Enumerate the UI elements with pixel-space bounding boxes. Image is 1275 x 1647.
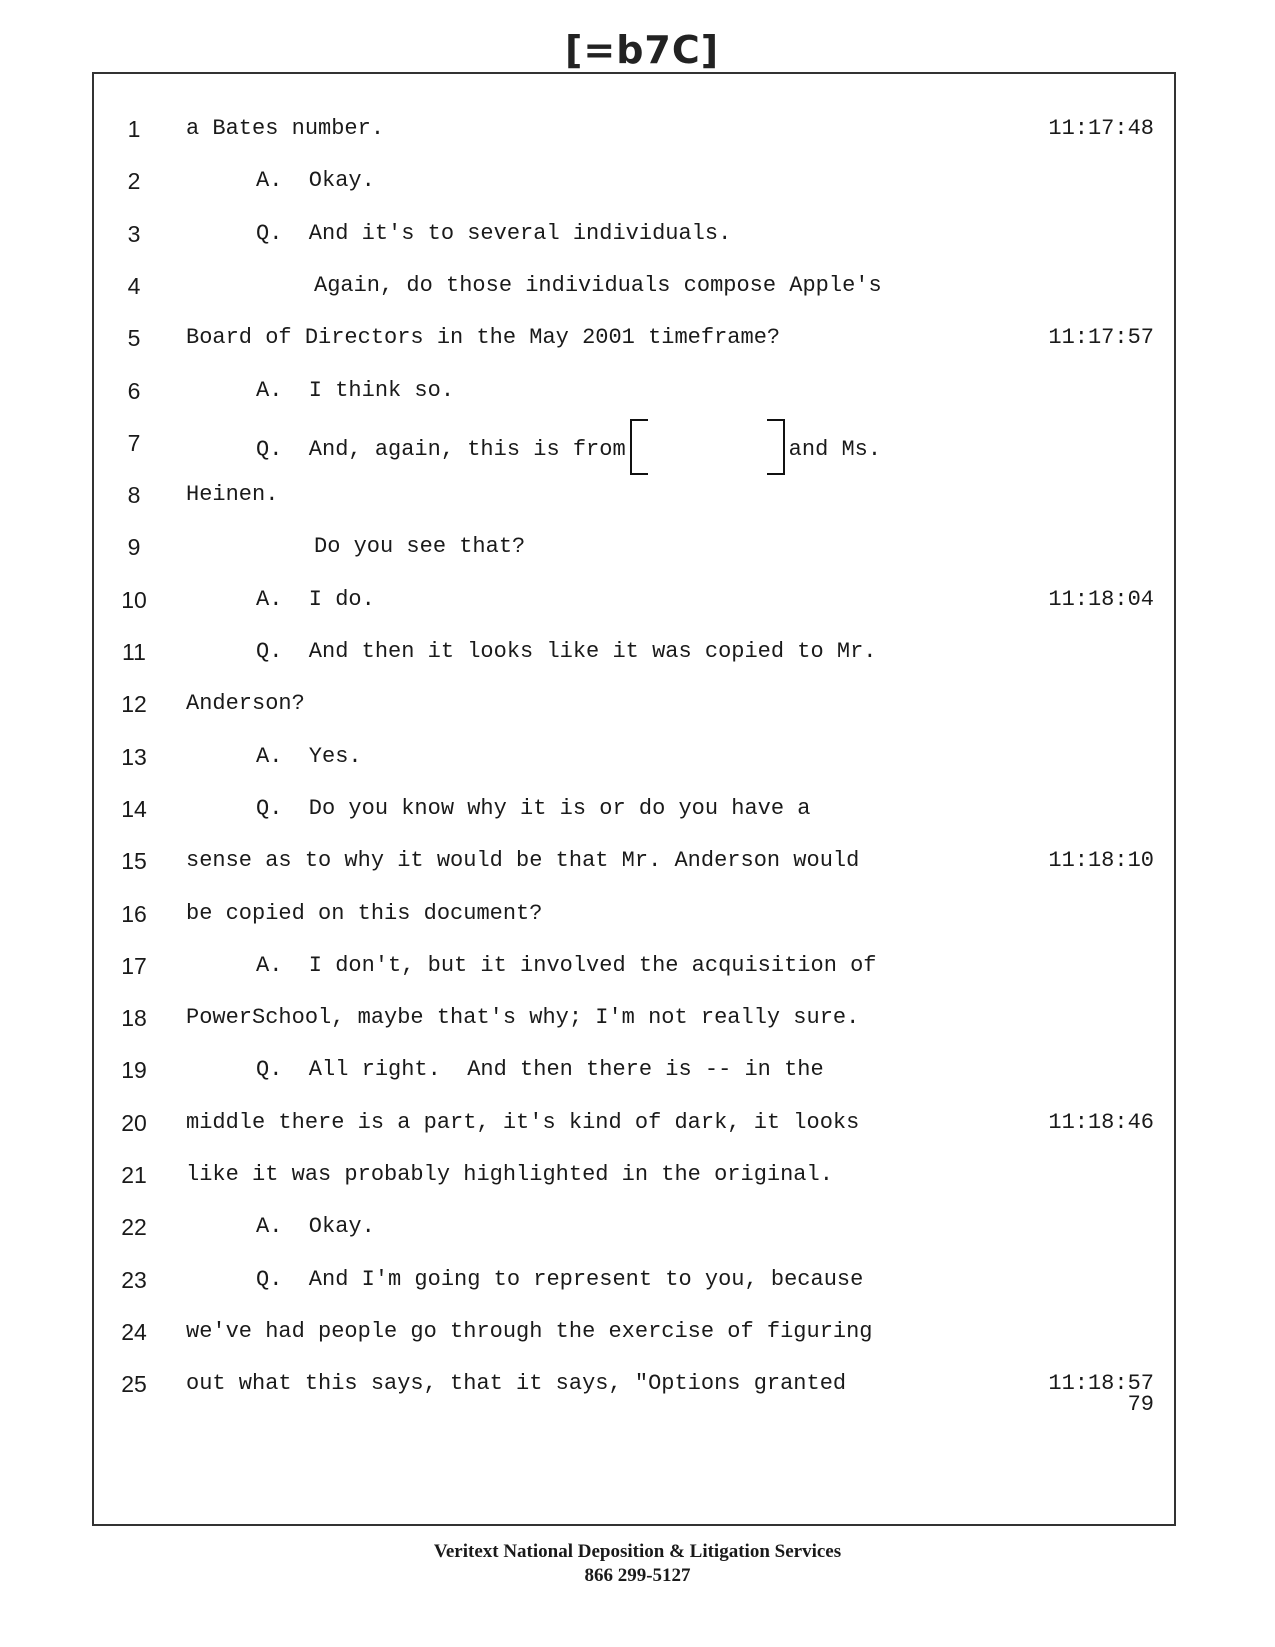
line-number: 24	[121, 1318, 147, 1345]
line-number: 4	[127, 272, 141, 299]
line-number: 19	[121, 1057, 147, 1084]
line-number: 14	[121, 795, 147, 822]
line-text-after-redaction: and Ms.	[788, 436, 882, 462]
line-text: Heinen.	[186, 482, 279, 508]
transcript-line	[94, 214, 1174, 254]
line-text: we've had people go through the exercise of figuring	[186, 1318, 873, 1344]
line-text: Board of Directors in the May 2001 timeframe?	[186, 325, 781, 351]
line-text: A. Yes.	[256, 743, 362, 769]
line-text-before-redaction: Q. And, again, this is from	[256, 436, 626, 462]
line-text: out what this says, that it says, "Options granted	[186, 1371, 847, 1397]
line-text: like it was probably highlighted in the original.	[186, 1162, 833, 1187]
timestamp: 11:18:04	[1048, 586, 1154, 612]
right-bracket	[767, 419, 785, 475]
line-number: 13	[121, 743, 147, 770]
transcript-page	[92, 72, 1176, 1526]
line-number: 5	[127, 325, 141, 352]
redaction-brackets	[630, 419, 785, 471]
line-number: 7	[127, 429, 141, 456]
footer	[0, 1540, 1275, 1588]
line-number: 22	[121, 1214, 147, 1241]
redaction-stamp: [=b7C]	[565, 28, 720, 72]
line-text: Do you see that?	[314, 534, 526, 560]
line-number: 20	[121, 1109, 147, 1136]
page-number: 79	[1127, 1392, 1154, 1417]
line-number: 23	[121, 1266, 147, 1293]
transcript-line	[94, 1364, 1174, 1404]
line-text: Q. All right. And then there is -- in the	[256, 1057, 824, 1083]
transcript-line	[94, 580, 1174, 620]
timestamp: 11:18:46	[1048, 1109, 1154, 1135]
line-text: sense as to why it would be that Mr. Anderson would	[186, 848, 860, 874]
transcript-line	[94, 527, 1174, 567]
timestamp: 11:18:57	[1048, 1371, 1154, 1397]
line-number: 16	[121, 900, 147, 927]
transcript-line	[94, 1207, 1174, 1247]
transcript-line	[94, 475, 1174, 515]
line-text	[256, 423, 881, 475]
line-number: 12	[121, 691, 147, 718]
line-text: Again, do those individuals compose Apple's	[314, 272, 882, 298]
line-text: Q. Do you know why it is or do you have a	[256, 795, 811, 821]
line-number: 1	[127, 116, 141, 142]
transcript-line	[94, 161, 1174, 201]
line-text: A. Okay.	[256, 1214, 375, 1240]
line-number: 6	[127, 377, 141, 404]
line-text: A. Okay.	[256, 168, 375, 194]
transcript-line	[94, 371, 1174, 411]
line-text: A. I don't, but it involved the acquisition of	[256, 952, 877, 978]
transcript-line	[94, 1103, 1174, 1143]
line-number: 11	[122, 639, 146, 665]
line-number: 25	[121, 1371, 147, 1398]
transcript-line	[94, 841, 1174, 881]
transcript-line	[94, 894, 1174, 934]
line-number: 9	[127, 534, 141, 561]
line-text: A. I do.	[256, 586, 375, 612]
line-number: 17	[121, 952, 147, 979]
line-text: Anderson?	[186, 691, 305, 717]
transcript-line	[94, 1260, 1174, 1300]
transcript-line	[94, 998, 1174, 1038]
transcript-line	[94, 789, 1174, 829]
line-text: Q. And then it looks like it was copied to Mr.	[256, 639, 877, 664]
line-text: be copied on this document?	[186, 900, 543, 926]
transcript-line	[94, 1312, 1174, 1352]
transcript-line	[94, 109, 1174, 149]
line-text: Q. And it's to several individuals.	[256, 220, 732, 246]
transcript-line	[94, 737, 1174, 777]
footer-company: Veritext National Deposition & Litigation Services	[433, 1541, 842, 1562]
line-number: 10	[121, 586, 147, 613]
line-text: A. I think so.	[256, 377, 455, 403]
line-text: Q. And I'm going to represent to you, because	[256, 1266, 864, 1292]
transcript-line	[94, 946, 1174, 986]
transcript-line	[94, 1155, 1174, 1195]
timestamp: 11:17:57	[1048, 325, 1154, 351]
transcript-line	[94, 266, 1174, 306]
line-number: 2	[127, 168, 141, 195]
line-number: 8	[127, 482, 141, 509]
footer-phone: 866 299-5127	[584, 1565, 691, 1586]
line-number: 3	[127, 220, 141, 247]
timestamp: 11:17:48	[1048, 116, 1154, 141]
transcript-line	[94, 684, 1174, 724]
line-number: 18	[121, 1005, 147, 1032]
line-text: PowerSchool, maybe that's why; I'm not really sure.	[186, 1005, 860, 1031]
transcript-line	[94, 632, 1174, 672]
line-number: 21	[121, 1162, 147, 1188]
transcript-line	[94, 1050, 1174, 1090]
left-bracket	[630, 419, 648, 475]
transcript-line	[94, 423, 1174, 463]
line-number: 15	[121, 848, 147, 875]
timestamp: 11:18:10	[1048, 848, 1154, 874]
line-text: middle there is a part, it's kind of dark, it looks	[186, 1109, 860, 1135]
line-text: a Bates number.	[186, 116, 385, 141]
transcript-line	[94, 318, 1174, 358]
